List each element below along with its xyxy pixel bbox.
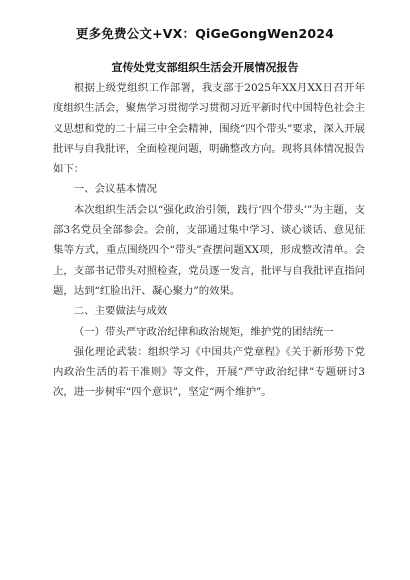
promo-header: 更多免费公文+VX：QiGeGongWen2024 — [75, 26, 335, 41]
paragraph-theory-study: 强化理论武装：组织学习《中国共产党章程》《关于新形势下党内政治生活的若干准则》等文件，开展“严守政治纪律”专题研讨3次，进一步树牢“四个意识”，坚定“两个维护”。 — [53, 345, 365, 399]
subsection-heading-1: （一）带头严守政治纪律和政治规矩，维护党的团结统一 — [73, 325, 334, 338]
section-heading-2: 二、主要做法与成效 — [73, 305, 168, 318]
section-heading-1: 一、会议基本情况 — [73, 183, 157, 196]
paragraph-meeting-overview: 本次组织生活会以“强化政治引领，践行‘四个带头’”为主题，支部3名党员全部参会。会前，支部通过集中学习、谈心谈话、意见征集等方式，重点围绕四个“带头”查摆问题XX项，形成整改清单。会上，支部书记带头对照检查，党员逐一发言，批评与自我批评直指问题，达到“红脸出汗、凝心聚力”的效果。 — [53, 203, 365, 297]
document-title: 宣传处党支部组织生活会开展情况报告 — [111, 61, 299, 74]
document-body — [53, 78, 365, 403]
intro-paragraph: 根据上级党组织工作部署，我支部于2025年XX月XX日召开年度组织生活会，聚焦学习贯彻学习贯彻习近平新时代中国特色社会主义思想和党的二十届三中全会精神，围绕“四个带头”要求，深入开展批评与自我批评，全面检视问题，明确整改方向。现将具体情况报告如下： — [53, 82, 365, 176]
